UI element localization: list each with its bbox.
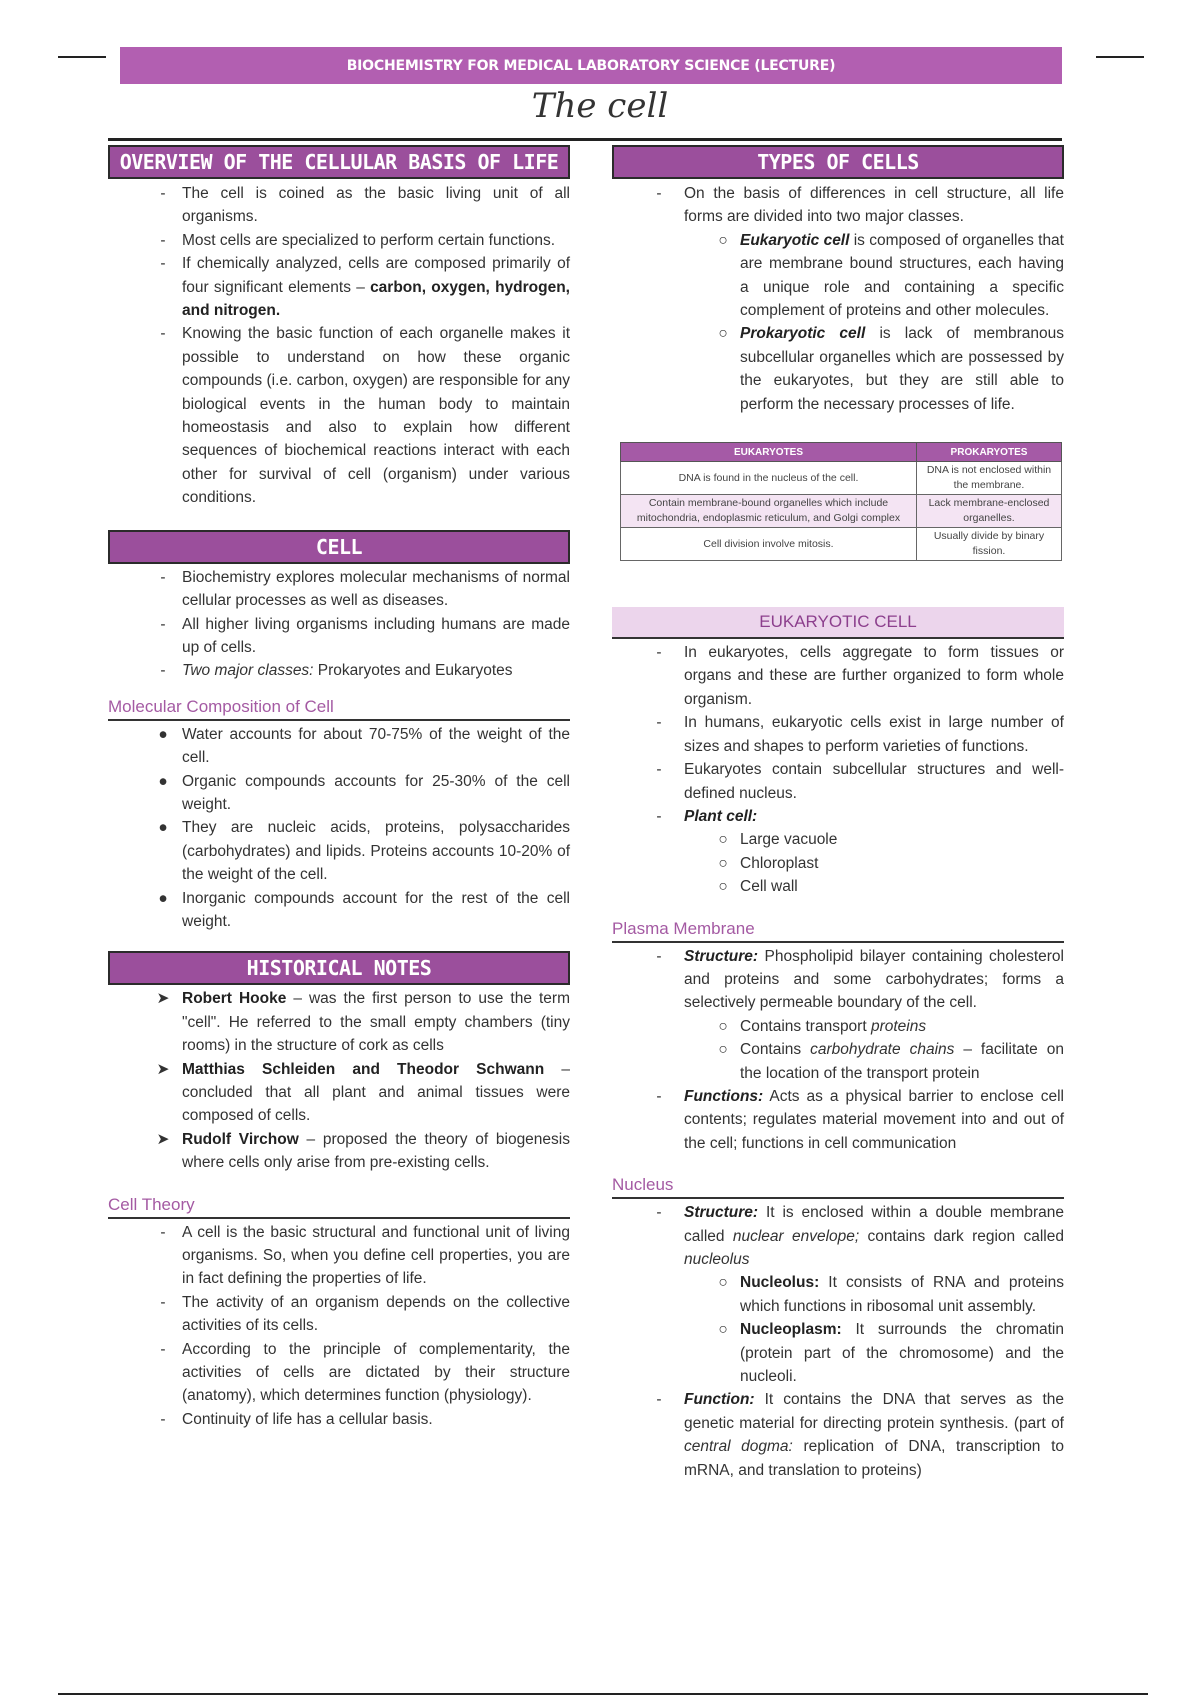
list-item: - The activity of an organism depends on the collective activities of its cells. (160, 1293, 570, 1335)
list-item: ○ Contains carbohydrate chains – facilitate on the location of the transport protein (718, 1041, 1064, 1082)
list-item: ● They are nucleic acids, proteins, polysaccharides (carbohydrates) and lipids. Proteins accounts 10-20% of the weight of the cell. (158, 819, 570, 884)
list-item: - Functions: Acts as a physical barrier to enclose cell contents; regulates material movement into and out of the cell; functions in cell communication (656, 1087, 1064, 1152)
list-item: - Plant cell: (656, 807, 758, 825)
section-heading-historical-notes: HISTORICAL NOTES (108, 951, 570, 985)
subheading-molecular-composition: Molecular Composition of Cell (108, 697, 570, 721)
list-item: - On the basis of differences in cell structure, all life forms are divided into two major classes. (656, 185, 1064, 226)
list-item: - All higher living organisms including humans are made up of cells. (160, 615, 570, 656)
eukaryotic-list (612, 641, 1064, 898)
bottom-rule (58, 1693, 1148, 1695)
right-column (612, 145, 1064, 1482)
list-item: ● Inorganic compounds account for the rest of the cell weight. (158, 889, 570, 930)
table-cell: DNA is found in the nucleus of the cell. (621, 462, 917, 495)
list-item: ○ Cell wall (718, 878, 798, 896)
course-banner (120, 47, 1062, 84)
subheading-eukaryotic-cell: EUKARYOTIC CELL (612, 607, 1064, 639)
table-row (621, 495, 1062, 528)
plasma-list (612, 945, 1064, 1156)
table-cell: DNA is not enclosed within the membrane. (916, 462, 1061, 495)
list-item: - Two major classes: Prokaryotes and Eukaryotes (160, 662, 513, 680)
list-item: - Knowing the basic function of each organelle makes it possible to understand on how these organic compounds (i.e. carbon, oxygen) are responsible for any biological events in the human body to maintain homeostasis and also to explain how different sequences of biochemical reactions interact with each other for survival of cell (organism) under various conditions. (160, 325, 570, 507)
list-item: - The cell is coined as the basic living unit of all organisms. (160, 185, 570, 226)
historical-list (108, 987, 570, 1174)
list-item: - If chemically analyzed, cells are composed primarily of four significant elements – carbon, oxygen, hydrogen, and nitrogen. (160, 255, 570, 320)
list-item: - According to the principle of complementarity, the activities of cells are dictated by their structure (anatomy), which determines function (physiology). (160, 1340, 570, 1405)
subheading-cell-theory: Cell Theory (108, 1195, 570, 1219)
table-cell: Cell division involve mitosis. (621, 528, 917, 561)
table-header: EUKARYOTES (621, 443, 917, 462)
list-item: - A cell is the basic structural and functional unit of living organisms. So, when you define cell properties, you are in fact defining the properties of life. (160, 1223, 570, 1288)
table-cell: Lack membrane-enclosed organelles. (916, 495, 1061, 528)
list-item: - Eukaryotes contain subcellular structures and well-defined nucleus. (656, 761, 1064, 802)
list-item: ➤ Robert Hooke – was the first person to use the term "cell". He referred to the small empty chambers (tiny rooms) in the structure of cork as cells (156, 990, 570, 1055)
cell-list (108, 566, 570, 683)
overview-list (108, 182, 570, 510)
list-item: ● Organic compounds accounts for 25-30% of the cell weight. (158, 772, 570, 813)
subheading-plasma-membrane: Plasma Membrane (612, 919, 1064, 943)
table-row (621, 528, 1062, 561)
left-header-line (58, 56, 106, 58)
list-item: - Continuity of life has a cellular basis. (160, 1410, 433, 1428)
list-item: ○ Nucleoplasm: It surrounds the chromatin (protein part of the chromosome) and the nucleoli. (718, 1321, 1064, 1386)
list-item: - In humans, eukaryotic cells exist in large number of sizes and shapes to perform varieties of functions. (656, 714, 1064, 755)
table-cell: Usually divide by binary fission. (916, 528, 1061, 561)
list-item: - Structure: It is enclosed within a double membrane called nuclear envelope; contains dark region called nucleolus (656, 1204, 1064, 1268)
list-item: - Function: It contains the DNA that serves as the genetic material for directing protein synthesis. (part of central dogma: replication of DNA, transcription to mRNA, and translation to proteins) (656, 1391, 1064, 1479)
section-heading-types-of-cells: TYPES OF CELLS (612, 145, 1064, 179)
course-title: BIOCHEMISTRY FOR MEDICAL LABORATORY SCIENCE (LECTURE) (346, 57, 836, 74)
comparison-table (620, 442, 1062, 561)
list-item: - Most cells are specialized to perform certain functions. (160, 231, 556, 249)
list-item: ○ Chloroplast (718, 854, 819, 872)
right-header-line (1096, 56, 1144, 58)
table-cell: Contain membrane-bound organelles which include mitochondria, endoplasmic reticulum, and Golgi complex (621, 495, 917, 528)
table-header: PROKARYOTES (916, 443, 1061, 462)
list-item: ○ Eukaryotic cell is composed of organelles that are membrane bound structures, each having a unique role and containing a specific complement of proteins and other molecules. (718, 231, 1064, 320)
cell-theory-list (108, 1221, 570, 1432)
types-list (612, 182, 1064, 416)
list-item: ○ Contains transport proteins (718, 1017, 927, 1035)
section-heading-overview: OVERVIEW OF THE CELLULAR BASIS OF LIFE (108, 145, 570, 179)
subheading-nucleus: Nucleus (612, 1175, 1064, 1199)
section-heading-cell: CELL (108, 530, 570, 564)
list-item: ○ Nucleolus: It consists of RNA and proteins which functions in ribosomal unit assembly. (718, 1274, 1064, 1315)
table-row (621, 462, 1062, 495)
list-item: - In eukaryotes, cells aggregate to form tissues or organs and these are further organized to form whole organism. (656, 644, 1064, 708)
molecular-list (108, 723, 570, 934)
page-title: The cell (531, 86, 669, 126)
top-rule (108, 138, 1062, 141)
list-item: - Biochemistry explores molecular mechanisms of normal cellular processes as well as diseases. (160, 568, 570, 610)
list-item: ● Water accounts for about 70-75% of the weight of the cell. (158, 725, 570, 767)
left-column (108, 145, 570, 1431)
list-item: ○ Large vacuole (718, 831, 838, 849)
list-item: ➤ Rudolf Virchow – proposed the theory of biogenesis where cells only arise from pre-existing cells. (156, 1130, 570, 1172)
nucleus-list (612, 1201, 1064, 1482)
list-item: ○ Prokaryotic cell is lack of membranous subcellular organelles which are possessed by the eukaryotes, but they are still able to perform the necessary processes of life. (718, 325, 1065, 413)
list-item: ➤ Matthias Schleiden and Theodor Schwann – concluded that all plant and animal tissues were composed of cells. (156, 1060, 570, 1125)
list-item: - Structure: Phospholipid bilayer containing cholesterol and proteins and some carbohydrates; forms a selectively permeable boundary of the cell. (656, 947, 1064, 1012)
